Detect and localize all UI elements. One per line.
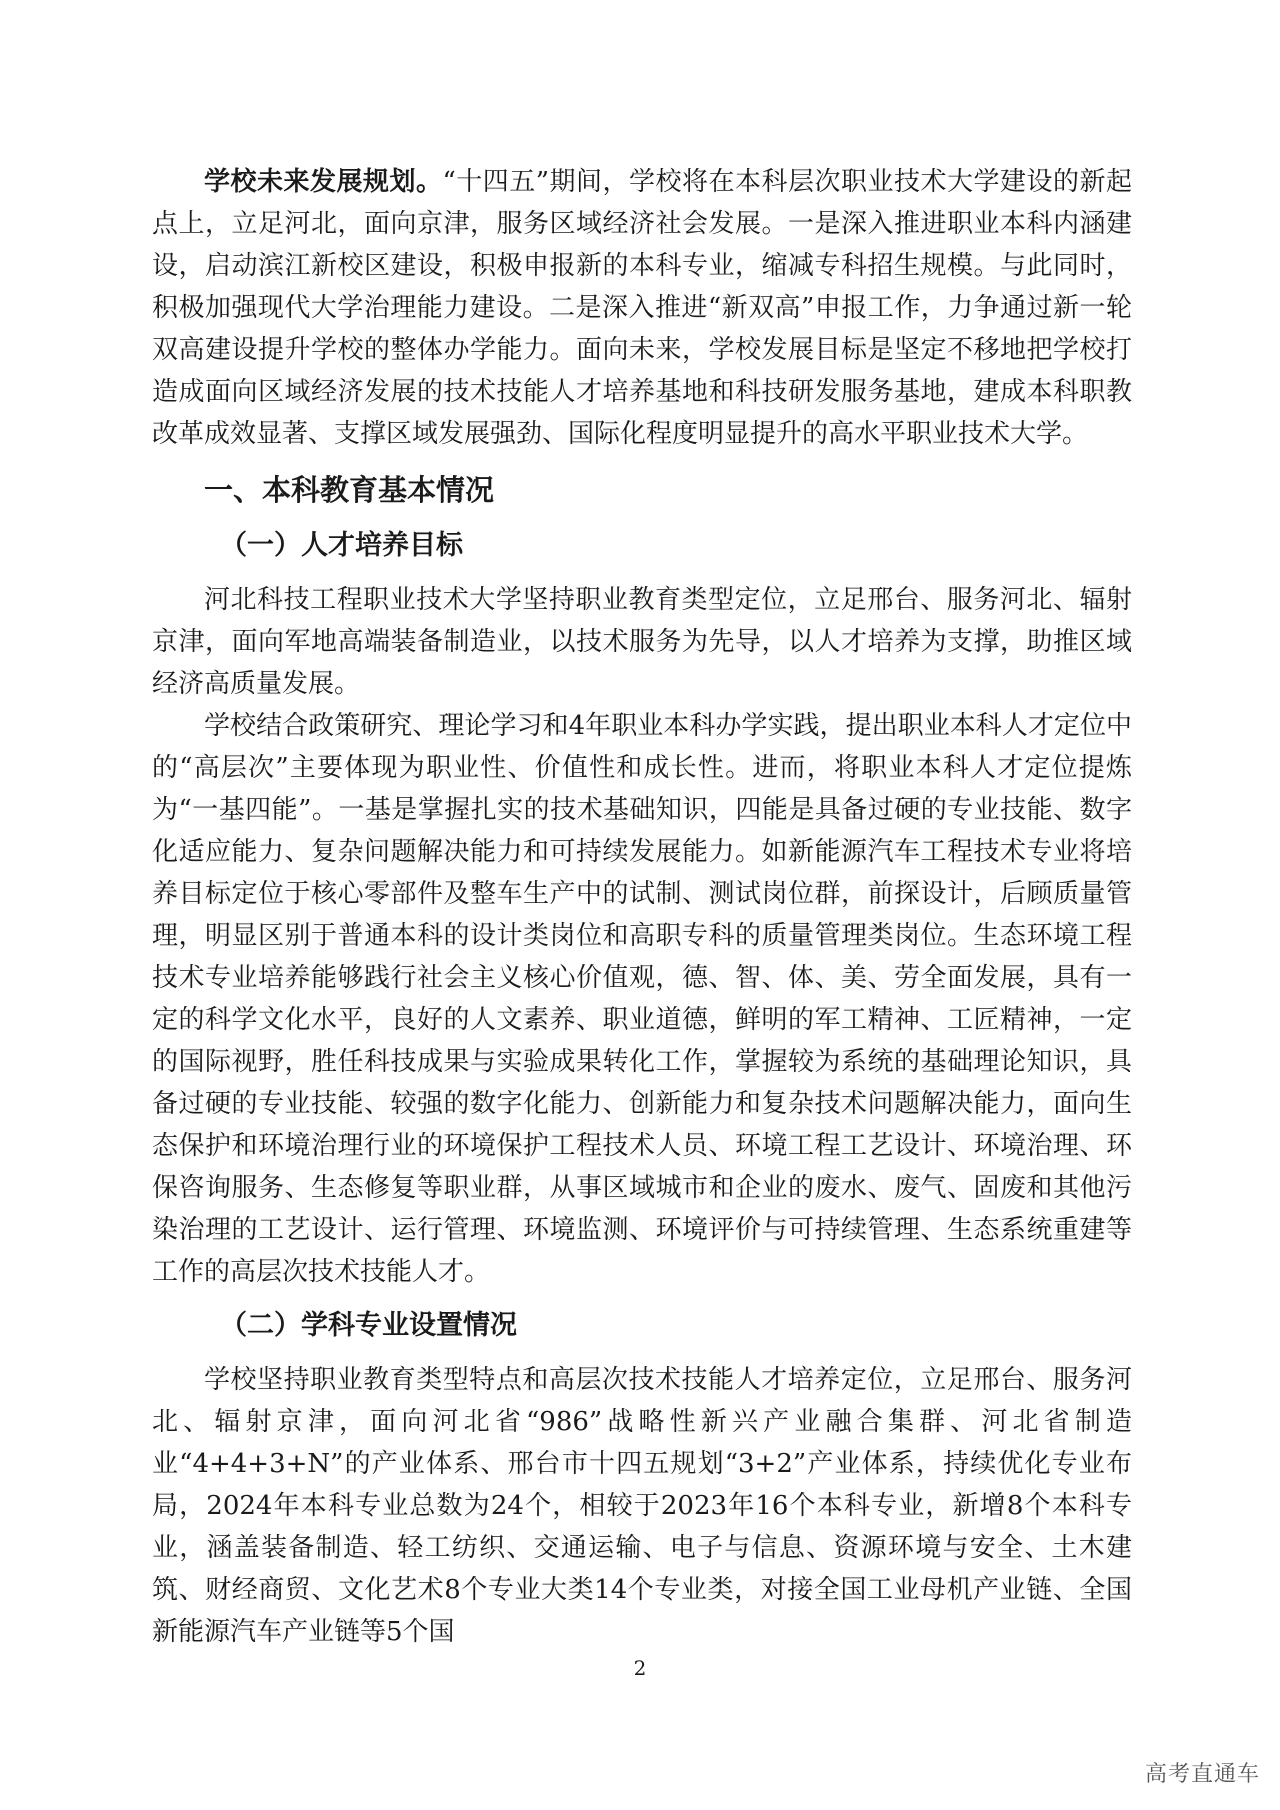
watermark: 高考直通车 [1144,1762,1260,1787]
page-content [152,161,1132,1653]
subsection-heading-2: （二）学科专业设置情况 [220,1310,517,1341]
page-number: 2 [633,1656,647,1680]
intro-paragraph [152,161,1132,455]
intro-lead: 学校未来发展规划。 [204,167,443,197]
subsection-heading-1: （一）人才培养目标 [220,530,463,561]
subsection1-paragraph-1: 河北科技工程职业技术大学坚持职业教育类型定位，立足邢台、服务河北、辐射京津，面向军地高端装备制造业，以技术服务为先导，以人才培养为支撑，助推区域经济高质量发展。 [152,585,1132,699]
intro-text: “十四五”期间，学校将在本科层次职业技术大学建设的新起点上，立足河北，面向京津，服务区域经济社会发展。一是深入推进职业本科内涵建设，启动滨江新校区建设，积极申报新的本科专业，缩减专科招生规模。与此同时，积极加强现代大学治理能力建设。二是深入推进“新双高”申报工作，力争通过新一轮双高建设提升学校的整体办学能力。面向未来，学校发展目标是坚定不移地把学校打造成面向区域经济发展的技术技能人才培养基地和科技研发服务基地，建成本科职教改革成效显著、支撑区域发展强劲、国际化程度明显提升的高水平职业技术大学。 [152,167,1132,449]
subsection1-paragraph-2: 学校结合政策研究、理论学习和4年职业本科办学实践，提出职业本科人才定位中的“高层次”主要体现为职业性、价值性和成长性。进而，将职业本科人才定位提炼为“一基四能”。一基是掌握扎实的技术基础知识，四能是具备过硬的专业技能、数字化适应能力、复杂问题解决能力和可持续发展能力。如新能源汽车工程技术专业将培养目标定位于核心零部件及整车生产中的试制、测试岗位群，前探设计，后顾质量管理，明显区别于普通本科的设计类岗位和高职专科的质量管理类岗位。生态环境工程技术专业培养能够践行社会主义核心价值观，德、智、体、美、劳全面发展，具有一定的科学文化水平，良好的人文素养、职业道德，鲜明的军工精神、工匠精神，一定的国际视野，胜任科技成果与实验成果转化工作，掌握较为系统的基础理论知识，具备过硬的专业技能、较强的数字化能力、创新能力和复杂技术问题解决能力，面向生态保护和环境治理行业的环境保护工程技术人员、环境工程工艺设计、环境治理、环保咨询服务、生态修复等职业群，从事区域城市和企业的废水、废气、固废和其他污染治理的工艺设计、运行管理、环境监测、环境评价与可持续管理、生态系统重建等工作的高层次技术技能人才。 [152,711,1132,1287]
section-heading: 一、本科教育基本情况 [204,473,495,507]
subsection2-paragraph-1: 学校坚持职业教育类型特点和高层次技术技能人才培养定位，立足邢台、服务河北、辐射京津，面向河北省“986”战略性新兴产业融合集群、河北省制造业“4+4+3+N”的产业体系、邢台市十四五规划“3+2”产业体系，持续优化专业布局，2024年本科专业总数为24个，相较于2023年16个本科专业，新增8个本科专业，涵盖装备制造、轻工纺织、交通运输、电子与信息、资源环境与安全、土木建筑、财经商贸、文化艺术8个专业大类14个专业类，对接全国工业母机产业链、全国新能源汽车产业链等5个国 [152,1365,1132,1647]
